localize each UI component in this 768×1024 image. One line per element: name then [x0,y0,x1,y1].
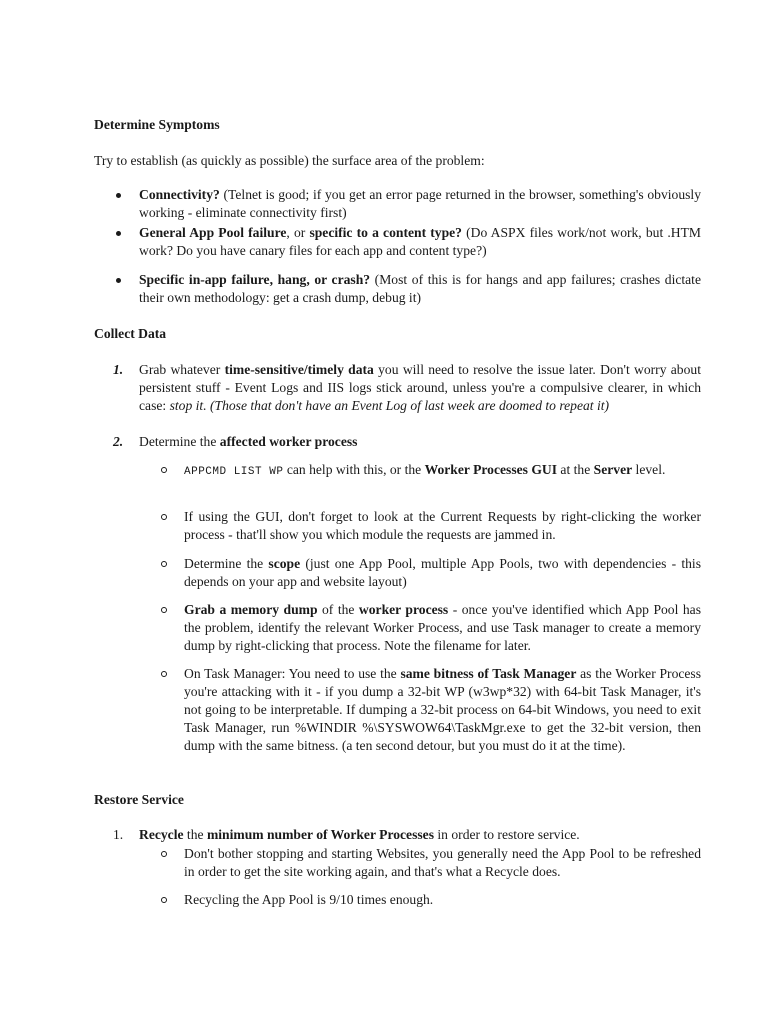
sub-bullet-icon [161,671,167,677]
subitem-text: can help with this, or the [283,462,425,477]
subitem-text: Recycling the App Pool is 9/10 times enough. [184,892,434,907]
subitem-text: Determine the [184,556,269,571]
command-text: APPCMD LIST WP [184,466,284,478]
symptom-item-text: (Do ASPX files work/not work, but .HTM work? Do you have canary files for each app and content type?) [139,225,701,258]
symptom-item-bold: General App Pool failure [139,225,287,240]
subitem-bold: Grab a memory dump [184,602,318,617]
sub-bullet-icon [161,467,167,473]
collect-item-1 [139,361,701,415]
subitem-text: of the [317,602,359,617]
subitem-bold: Server [593,462,633,477]
restore-subitem-recycle [184,891,701,909]
sub-bullet-icon [161,561,167,567]
symptom-item-text: (Telnet is good; if you get an error page returned in the browser, something's obviously working - eliminate connectivity first) [139,187,701,220]
symptom-item-bold: Connectivity? [139,187,220,202]
collect-subitem-task-manager [184,665,701,755]
bullet-icon [116,193,121,198]
subitem-bold: Worker Processes GUI [424,462,558,477]
subitem-text: level. [632,462,666,477]
subitem-bold: same bitness of Task Manager [400,666,577,681]
symptom-item-app-pool [139,224,701,260]
restore-item-text: the [183,827,207,842]
collect-item-text: Grab whatever [139,362,225,377]
sub-bullet-icon [161,851,167,857]
restore-item-bold: Recycle [139,827,184,842]
collect-item-bold: time-sensitive/timely data [224,362,374,377]
subitem-text: On Task Manager: You need to use the [184,666,401,681]
section-heading-symptoms: Determine Symptoms [94,117,220,132]
subitem-bold: scope [268,556,301,571]
symptom-item-text: (Most of this is for hangs and app failures; crashes dictate their own methodology: get a crash dump, debug it) [139,272,701,305]
restore-subitem-websites [184,845,701,881]
collect-subitem-gui [184,508,701,544]
subitem-text: (just one App Pool, multiple App Pools, two with dependencies - this depends on your app and website layout) [184,556,701,589]
bullet-icon [116,231,121,236]
collect-item-italic: stop it. (Those that don't have an Event Log of last week are doomed to repeat it) [169,398,610,413]
subitem-bold: worker process [358,602,449,617]
restore-item-bold: minimum number of Worker Processes [206,827,434,842]
sub-bullet-icon [161,607,167,613]
section-heading-restore: Restore Service [94,792,184,807]
symptom-item-bold: Specific in-app failure, hang, or crash? [139,272,371,287]
collect-subitem-memory-dump [184,601,701,655]
symptom-item-connectivity [139,186,701,222]
subitem-text: If using the GUI, don't forget to look at the Current Requests by right-clicking the worker process - that'll show you which module the requests are jammed in. [184,509,701,542]
collect-item-text: you will need to resolve the issue later. Don't worry about persistent stuff - Event Logs and IIS logs stick around, unless you're a compulsive clearer, in which case: [139,362,701,413]
sub-bullet-icon [161,514,167,520]
bullet-icon [116,278,121,283]
collect-item-2 [139,433,701,451]
subitem-text: - once you've identified which App Pool has the problem, identify the relevant Worker Process, and use Task manager to create a memory dump by right-clicking that process. Note the filename for later. [184,602,701,653]
restore-item-1 [139,826,701,844]
section-heading-collect: Collect Data [94,326,167,341]
collect-item-bold: affected worker process [219,434,358,449]
list-number: 1. [113,827,124,842]
symptom-item-bold: specific to a content type? [309,225,462,240]
list-number: 1. [113,362,124,377]
sub-bullet-icon [161,897,167,903]
subitem-text: as the Worker Process you're attacking with it - if you dump a 32-bit WP (w3wp*32) with 64-bit Task Manager, it's not going to be interpretable. If dumping a 32-bit process on 64-bit Windows, you need to exit Task Manager, run %WINDIR %\SYSWOW64\TaskMgr.exe to get the 32-bit version, then dump with the same bitness. (a ten second detour, but you must do it at the time). [184,666,702,753]
subitem-text: at the [557,462,594,477]
symptom-item-text: , or [286,225,310,240]
list-number: 2. [113,434,124,449]
collect-subitem-appcmd [184,461,701,481]
symptoms-intro: Try to establish (as quickly as possible) the surface area of the problem: [94,153,485,168]
collect-subitem-scope [184,555,701,591]
restore-item-text: in order to restore service. [434,827,580,842]
subitem-text: Don't bother stopping and starting Websites, you generally need the App Pool to be refreshed in order to get the site working again, and that's what a Recycle does. [184,846,701,879]
collect-item-text: Determine the [139,434,220,449]
symptom-item-in-app [139,271,701,307]
